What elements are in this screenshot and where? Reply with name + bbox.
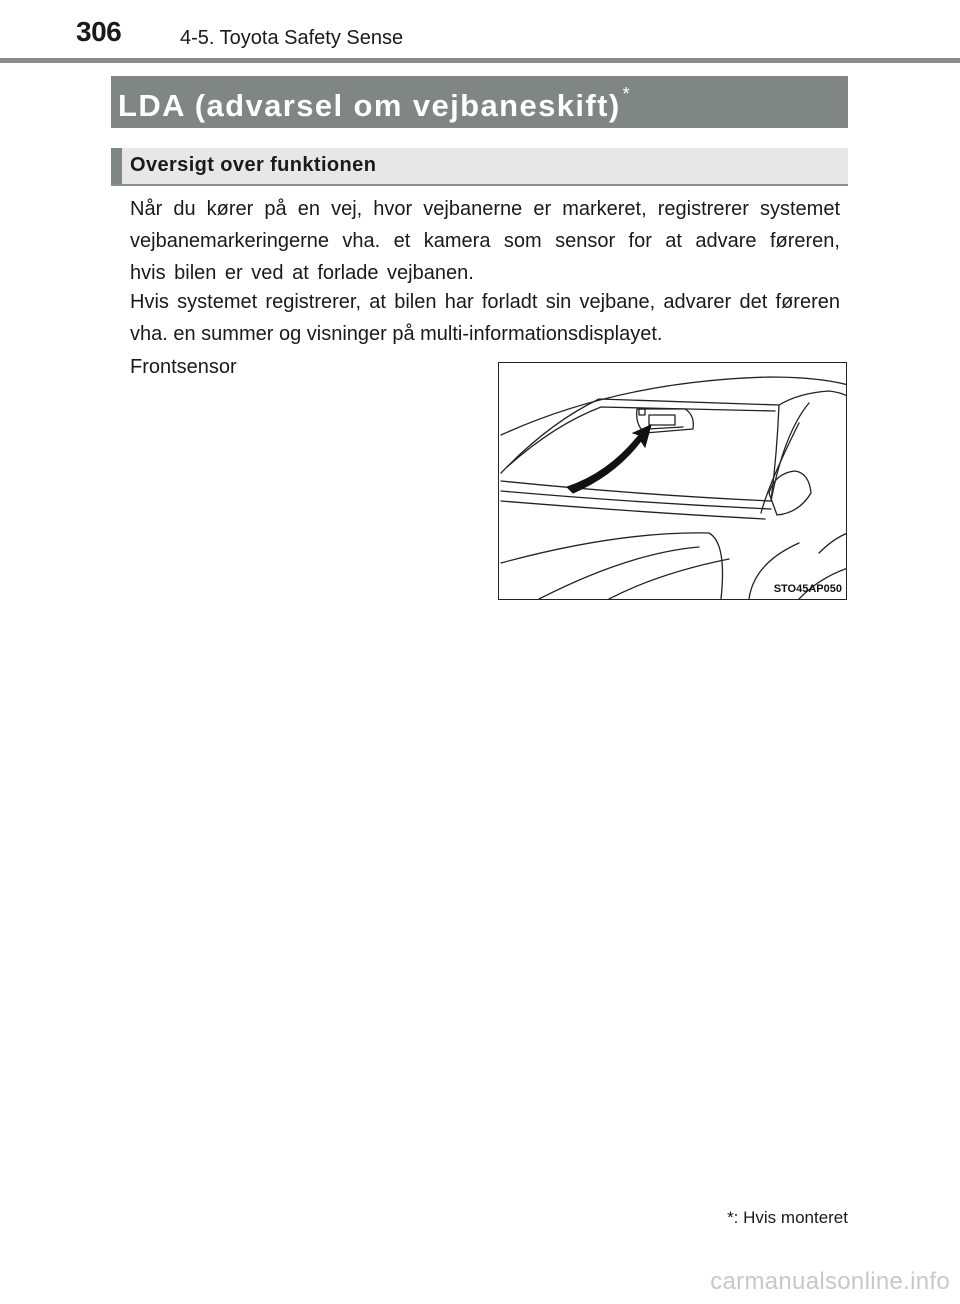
body-paragraph-1: Når du kører på en vej, hvor vejbanerne er markeret, registrerer systemet vejbanemarkeringerne vha. et kamera som sensor for at advare føreren, hvis bilen er ved at forlade vejbanen.	[130, 198, 840, 284]
watermark: carmanualsonline.info	[710, 1268, 950, 1295]
header-divider	[0, 58, 960, 63]
windshield-camera-drawing	[499, 363, 847, 600]
figure-label: Frontsensor	[130, 356, 237, 378]
subheading: Oversigt over funktionen	[130, 154, 377, 176]
footnote: *: Hvis monteret	[727, 1208, 848, 1227]
figure-code: STO45AP050	[773, 583, 842, 595]
front-sensor-illustration	[498, 362, 847, 600]
title-footnote-mark: *	[622, 84, 631, 104]
subheading-bar	[111, 148, 848, 186]
title-bar	[111, 76, 848, 128]
page-title	[118, 84, 631, 124]
subheading-accent	[111, 148, 122, 184]
page-number: 306	[76, 16, 122, 47]
body-paragraph-2: Hvis systemet registrerer, at bilen har forladt sin vejbane, advarer det føreren vha. en summer og visninger på multi-informationsdisplayet.	[130, 291, 840, 345]
section-header: 4-5. Toyota Safety Sense	[180, 27, 404, 49]
page-title-text: LDA (advarsel om vejbaneskift)	[118, 88, 621, 123]
